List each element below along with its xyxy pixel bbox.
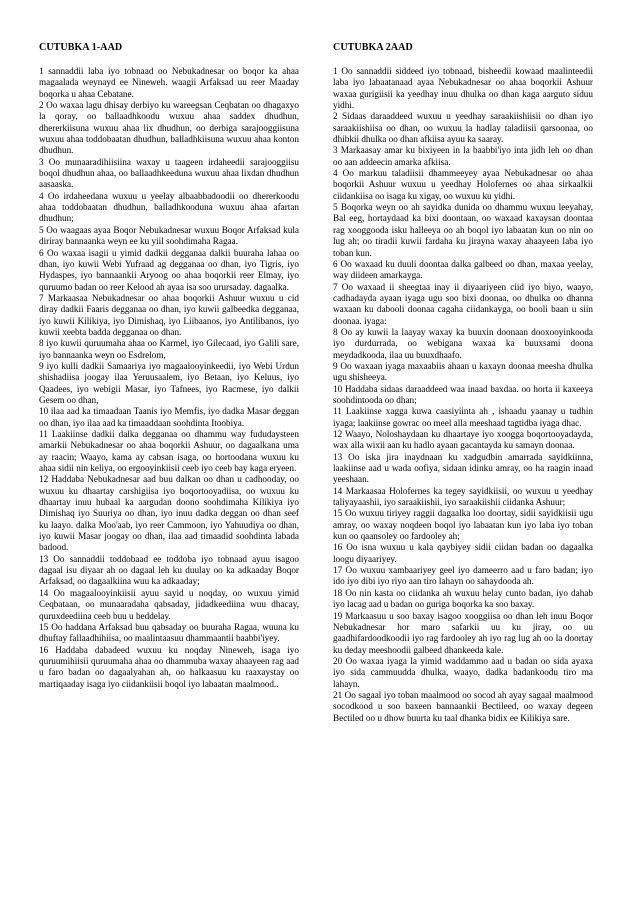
verse-paragraph: 3 Markaasay amar ku bixiyeen in la baabbi'iyo inta jidh leh oo dhan oo aan addeecin amarka afkiisa.	[333, 145, 593, 167]
verse-paragraph: 5 Boqorka weyn oo ah sayidka dunida oo dhammu wuxuu leeyahay, Bal eeg, hortaydaad ka bixi doontaan, oo waxaad kaxaysan doontaa rag xooggooda isku halleeya oo ah boqol iyo labaatan kun oo nin oo lug ah; oo tiradii kuwii fardaha ku jirayna waxay ahaayeen laba iyo toban kun.	[333, 202, 593, 258]
verse-paragraph: 8 Oo ay kuwii la laayay waxay ka buuxin doonaan dooxooyinkooda iyo durdurrada, oo webigana waxaa ka buuxsami doona meydadkooda, ilaa uu buuxdhaafo.	[333, 326, 593, 360]
verse-paragraph: 19 Markaasuu u soo baxay isagoo xooggiisa oo dhan leh inuu Boqor Nebukadnesar hor maro safarkii uu ku jiray, oo uu gaadhifardoodkoodii iyo rag fardooley ah iyo rag lug ah oo la doortay ku deday meeshoodii galbeed dhankeeda kale.	[333, 610, 593, 655]
verse-paragraph: 9 iyo kulli dadkii Samaariya iyo magaalooyinkeedii, iyo Webi Urdun shishadiisa joogay ilaa Yeruusaalem, iyo Betaan, iyo Keluus, iyo Qaadees, iyo webigii Masar, iyo Tafnees, iyo Racmese, iyo dalkii Gesem oo dhan,	[39, 360, 299, 405]
verse-paragraph: 6 Oo waxaad ku duuli doontaa dalka galbeed oo dhan, maxaa yeelay, way diideen amarkayga.	[333, 258, 593, 281]
verse-list	[333, 66, 593, 724]
verse-paragraph: 21 Oo sagaal iyo toban maalmood oo socod ah ayay sagaal maalmood socodkood u soo baxeen bannaankii Bectileed, oo waxay degeen Bectiled oo u dhow buurta ku taal dhanka bidix ee Kilikiya sare.	[333, 689, 593, 723]
verse-paragraph: 2 Oo waxaa lagu dhisay derbiyo ku wareegsan Ceqbatan oo dhagaxyo la qoray, oo ballaadhkoodu wuxuu ahaa saddex dhudhun, dhererkiisuna wuxuu ahaa lix dhudhun, oo derbiga sarajooggiisuna wuxuu ahaa toddobaatan dhudhun, balladhkiisuna wuxuu ahaa konton dhudhun.	[39, 100, 299, 156]
verse-paragraph: 7 Oo waxaad ii sheegtaa inay ii diyaariyeen ciid iyo biyo, waayo, cadhadayda ayaan iyaga ugu soo bixi doonaa, oo dhulka oo dhanna waxaan ku dabooli doonaa cagaha ciidankayga, oo booli baan u siin doonaa. iyaga:	[333, 281, 593, 326]
verse-paragraph: 9 Oo waxaan iyaga maxaabiis ahaan u kaxayn doonaa meesha dhulka ugu shisheeya.	[333, 360, 593, 383]
verse-paragraph: 14 Markaasaa Holofernes ka tegey sayidkiisii, oo wuxuu u yeedhay taliyayaashii, iyo saraakiishii, iyo saraakiishii ciidanka Ashuur;	[333, 485, 593, 508]
verse-paragraph: 3 Oo munaaradihiisiina waxay u taageen irdaheedii sarajooggiisu boqol dhudhun ahaa, oo ballaadhkeeduna wuxuu ahaa lixdan dhudhun aasaaska.	[39, 156, 299, 190]
verse-paragraph: 17 Oo wuxuu xambaariyey geel iyo dameerro aad u faro badan; iyo ido iyo dibi iyo riyo aan tiro lahayn oo sahaydooda ah.	[333, 565, 593, 587]
verse-paragraph: 13 Oo iska jira inaydnaan ku xadgudbin amarrada sayidkiinna, laakiinse aad u wada oofiya, sidaan idinku amray, oo ha raagin inaad yeeshaan.	[333, 451, 593, 485]
verse-paragraph: 6 Oo waxaa isagii u yimid dadkii degganaa dalkii buuraha lahaa oo dhan, iyo kuwii Webi Yufraad ag degganaa oo dhan, iyo Tigris, iyo Hydaspes, iyo bannaankii Aryoog oo ahaa boqorkii reer Elmay, iyo quruumo badan oo reer Kelood ah ayaa isa soo urursaday. dagaalka.	[39, 247, 299, 292]
verse-paragraph: 10 ilaa aad ka timaadaan Taanis iyo Memfis, iyo dadka Masar deggan oo dhan, iyo ilaa aad ka timaaddaan soohdinta Itoobiya.	[39, 406, 299, 428]
verse-paragraph: 11 Laakiinse xagga kuwa caasiyiinta ah , ishaadu yaanay u tudhin iyaga; laakiinse gowrac oo meel alla meeshaad tagtidba iyaga dhac.	[333, 406, 593, 428]
verse-paragraph: 1 sannaddii laba iyo tobnaad oo Nebukadnesar oo boqor ka ahaa magaalada weynayd ee Nineweh. waagii Arfaksad uu reer Maaday boqorka u ahaa Cebatane.	[39, 66, 299, 99]
chapter-heading-2: CUTUBKA 2AAD	[333, 42, 413, 53]
verse-paragraph: 12 Haddaba Nebukadnesar aad buu dalkan oo dhan u cadhooday, oo wuxuu ku dhaartay carshigiisa iyo boqortooyadiisa, oo wuxuu ku dhaartay inuu hubaal ka aargudan doono soohdimaha Kilikiya iyo Dimishaq iyo Suuriya oo dhan, iyo inuu dadka deggan oo dhan seef ku laayo. dalka Moo'aab, iyo reer Cammoon, iyo Yahuudiya oo dhan, iyo kuwii Masar joogay oo dhan, ilaa aad timaadid soohdinta labada badood.	[39, 474, 299, 553]
verse-paragraph: 20 Oo waxaa iyaga la yimid waddammo aad u badan oo sida ayaxa iyo sida cammuudda dhulka, waayo, dadka badankoodu tiro ma lahayn.	[333, 655, 593, 689]
verse-paragraph: 4 Oo markuu taladiisii dhammeeyey ayaa Nebukadnesar oo ahaa boqorkii Ashuur wuxuu u yeedhay Holofernes oo ahaa sirkaalkii ciidankiisa oo isaga ku xigay, oo wuxuu ku yidhi.	[333, 168, 593, 201]
verse-paragraph: 18 Oo nin kasta oo ciidanka ah wuxuu helay cunto badan, iyo dahab iyo lacag aad u badan oo guriga boqorka ka soo baxay.	[333, 587, 593, 610]
verse-paragraph: 16 Haddaba dabadeed wuxuu ku noqday Nineweh, isaga iyo quruumihiisii quruumaha ahaa oo dhammuba waxay ahaayeen rag aad u faro badan oo dagaalyahan ah, oo halkaasuu ku raaxaystay oo martiqaaday isaga iyo ciidankiisii boqol iyo labaatan maalmood..	[39, 644, 299, 689]
right-column	[333, 42, 593, 724]
chapter-heading-1: CUTUBKA 1-AAD	[39, 42, 123, 53]
verse-paragraph: 15 Oo haddana Arfaksad buu qabsaday oo buuraha Ragaa, wuuna ku dhuftay fallaadhihiisa, oo maalintaasuu dhammaantii baabbi'iyey.	[39, 621, 299, 644]
verse-paragraph: 11 Laakiinse dadkii dalka degganaa oo dhammu way fududaysteen amarkii Nebukadnesar oo ahaa boqorkii Ashuur, oo dagaalkana uma ay raacin; Waayo, kama ay cabsan isaga, oo hortoodana wuxuu ku ahaa sidii nin keliya, oo ergooyinkiisii ceeb iyo ceeb bay kaga eryeen.	[39, 429, 299, 474]
verse-paragraph: 1 Oo sannaddii siddeed iyo tobnaad, bisheedii kowaad maalinteedii laba iyo labaatanaad ayaa Nebukadnesar oo ahaa boqorkii Ashuur waxaa gurigiisii ka yeedhay inuu dhulka oo dhan kaga aarguto siduu yidhi.	[333, 66, 593, 111]
verse-paragraph: 15 Oo wuxuu tiriyey raggii dagaalka loo doortay, sidii sayidkiisii ugu amray, oo waxay noqdeen boqol iyo labaatan kun iyo laba iyo toban kun oo qaansoley oo fardooley ah;	[333, 508, 593, 542]
verse-paragraph: 13 Oo sannaddii toddobaad ee toddoba iyo tobnaad ayuu isagoo dagaal isu diyaar ah oo dagaal leh ku duulay oo ka adkaaday Boqor Arfaksad, oo dagaalkiina wuu ka adkaaday;	[39, 553, 299, 587]
verse-paragraph: 8 iyo kuwii quruumaha ahaa oo Karmel, iyo Gilecaad, iyo Galili sare, iyo bannaanka weyn oo Esdrelom,	[39, 338, 299, 360]
verse-paragraph: 14 Oo magaalooyinkiisii ayuu sayid u noqday, oo wuxuu yimid Ceqbataan, oo munaaradaha qabsaday, jidadkeediina wuu dhacay, quruxdeediina ceeb buu u beddelay.	[39, 587, 299, 621]
verse-list	[39, 66, 299, 690]
verse-paragraph: 16 Oo isna wuxuu u kala qaybiyey sidii ciidan badan oo dagaalka loogu diyaariyey.	[333, 542, 593, 564]
verse-paragraph: 12 Waayo, Noloshaydaan ku dhaartaye iyo xoogga boqortooyadayda, wax alla wixii aan ku hadlo ayaan gacantayda ku samayn doonaa.	[333, 429, 593, 451]
verse-paragraph: 5 Oo waagaas ayaa Boqor Nebukadnesar wuxuu Boqor Arfaksad kula diriray bannaanka weyn ee ku yiil soohdimaha Ragaa.	[39, 224, 299, 247]
left-column	[39, 42, 299, 690]
verse-paragraph: 10 Haddaba sidaas daraaddeed waa inaad baxdaa. oo horta ii kaxeeya soohdintooda oo dhan;	[333, 383, 593, 405]
verse-paragraph: 7 Markaasaa Nebukadnesar oo ahaa boqorkii Ashuur wuxuu u cid diray dadkii Faaris degganaa oo dhan, iyo kuwii galbeedka degganaa, iyo kuwii Kilikiya, iyo Dimishaq, iyo Liibaanos, iyo Antilibanos, iyo kuwii xeebta badda degganaa oo dhan.	[39, 292, 299, 337]
verse-paragraph: 2 Sidaas daraaddeed wuxuu u yeedhay saraakiishiisii oo dhan iyo saraakiishiisa oo dhan, oo wuxuu la hadlay taladiisii qarsoonaa, oo dhibkii dhulka oo dhan afkiisa ayuu ka saaray.	[333, 111, 593, 145]
verse-paragraph: 4 Oo irdaheedana wuxuu u yeelay albaabbadoodii oo dhererkoodu ahaa toddobaatan dhudhun, balladhkooduna wuxuu ahaa afartan dhudhun;	[39, 190, 299, 224]
